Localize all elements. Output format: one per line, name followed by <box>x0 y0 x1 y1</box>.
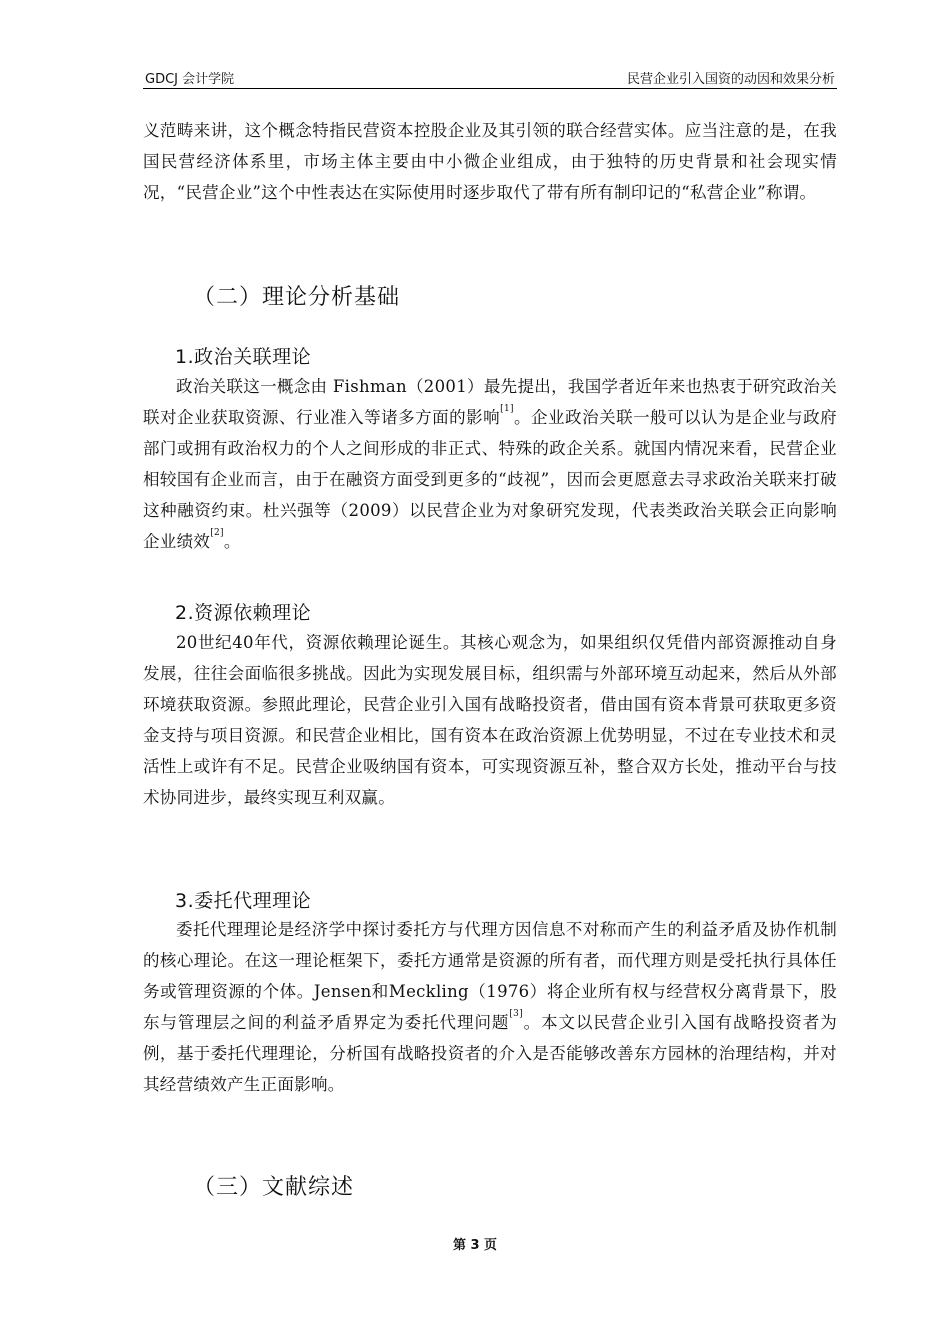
citation-ref-3: [3] <box>509 1009 523 1019</box>
paragraph-text: 。企业政治关联一般可以认为是企业与政府部门或拥有政治权力的个人之间形成的非正式、特殊的政企关系。就国内情况来看，民营企业相较国有企业而言，由于在融资方面受到更多的“歧视”，因而会更愿意去寻求政治关联来打破这种融资约束。杜兴强等（2009）以民营企业为对象研究发现，代表类政治关联会正向影响企业绩效 <box>143 408 837 551</box>
subheading-political-connection: 1.政治关联理论 <box>175 346 312 368</box>
subheading-resource-dependence: 2.资源依赖理论 <box>175 602 312 624</box>
resource-dependence-paragraph: 20世纪40年代，资源依赖理论诞生。其核心观念为，如果组织仅凭借内部资源推动自身发展，往往会面临很多挑战。因此为实现发展目标，组织需与外部环境互动起来，然后从外部环境获取资源。参照此理论，民营企业引入国有战略投资者，借由国有资本背景可获取更多资金支持与项目资源。和民营企业相比，国有资本在政治资源上优势明显，不过在专业技术和灵活性上或许有不足。民营企业吸纳国有资本，可实现资源互补，整合双方长处，推动平台与技术协同进步，最终实现互利双赢。 <box>143 633 837 807</box>
paragraph-text: 委托代理理论是经济学中探讨委托方与代理方因信息不对称而产生的利益矛盾及协作机制的核心理论。在这一理论框架下，委托方通常是资源的所有者，而代理方则是受托执行具体任务或管理资源的个体。Jensen和Meckling（1976）将企业所有权与经营权分离背景下，股东与管理层之间的利益矛盾界定为委托代理问题 <box>143 920 837 1032</box>
resource-dependence-block <box>143 627 837 813</box>
principal-agent-block <box>143 914 837 1100</box>
section-heading-theory: （二）理论分析基础 <box>193 285 401 310</box>
political-connection-block <box>143 371 837 557</box>
page-number: 第 3 页 <box>452 1238 498 1253</box>
paragraph-text: 。本文以民营企业引入国有战略投资者为例，基于委托代理理论，分析国有战略投资者的介入是否能够改善东方园林的治理结构，并对其经营绩效产生正面影响。 <box>143 1013 837 1094</box>
paragraph-text: 。 <box>223 532 241 551</box>
page-header <box>143 66 837 89</box>
citation-ref-1: [1] <box>500 404 514 414</box>
principal-agent-paragraph <box>143 914 837 1100</box>
subheading-principal-agent: 3.委托代理理论 <box>175 890 312 912</box>
section-heading-literature-review: （三）文献综述 <box>193 1175 355 1200</box>
citation-ref-2: [2] <box>210 528 224 538</box>
intro-paragraph-block <box>143 115 837 208</box>
political-connection-paragraph <box>143 371 837 557</box>
header-institution: GDCJ 会计学院 <box>145 72 235 87</box>
intro-paragraph: 义范畴来讲，这个概念特指民营资本控股企业及其引领的联合经营实体。应当注意的是，在我国民营经济体系里，市场主体主要由中小微企业组成，由于独特的历史背景和社会现实情况，“民营企业”这个中性表达在实际使用时逐步取代了带有所有制印记的“私营企业”称谓。 <box>143 121 837 202</box>
header-thesis-title: 民营企业引入国资的动因和效果分析 <box>626 72 835 87</box>
paragraph-text: 政治关联这一概念由 Fishman（2001）最先提出，我国学者近年来也热衷于研究政治关联对企业获取资源、行业准入等诸多方面的影响 <box>143 377 837 427</box>
